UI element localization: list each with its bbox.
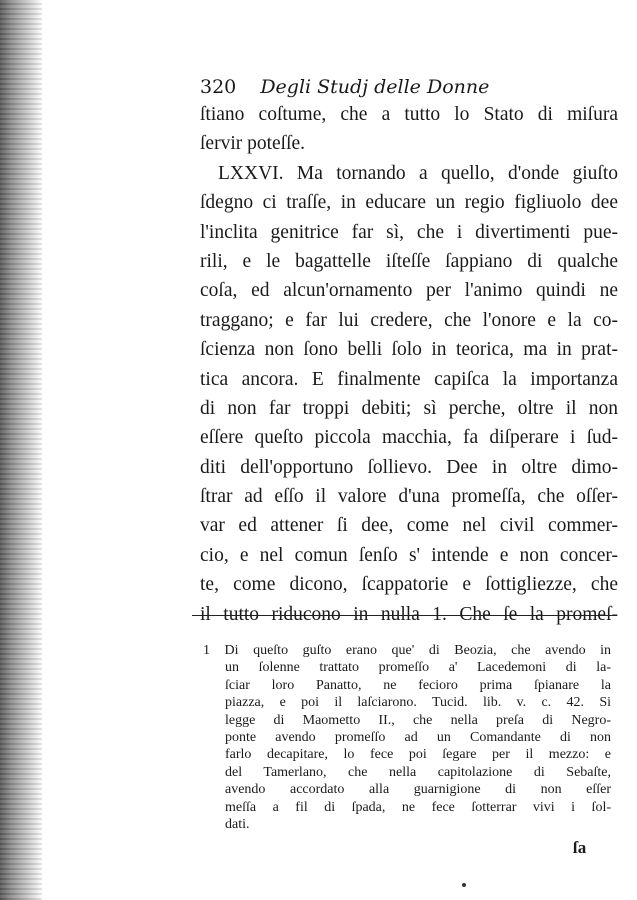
footnote-line: legge di Maometto II., che nella preſa di Negro- xyxy=(225,712,611,728)
footnote-line: ſciar loro Panatto, ne fecioro prima ſpianare la xyxy=(225,677,611,693)
paragraph-start-line: LXXVI. Ma tornando a quello, d'onde giuſto xyxy=(218,162,618,184)
text-line: di non far troppi debiti; sì perche, oltre il non xyxy=(200,397,618,419)
text-line: var ed attener ſi dee, come nel civil commer- xyxy=(200,515,618,537)
footnote-line: piazza, e poi il laſciarono. Tucid. lib. v. c. 42. Si xyxy=(225,695,611,711)
text-line: ſdegno ci traſſe, in educare un regio figliuolo dee xyxy=(200,192,618,214)
text-line: traggano; e far lui credere, che l'onore e la co- xyxy=(200,309,618,331)
text-line: ſtiano coſtume, che a tutto lo Stato di miſura xyxy=(200,104,618,125)
footnote-line: 1 Di queſto guſto erano que' di Beozia, che avendo in xyxy=(203,643,611,658)
text-line: tica ancora. E finalmente capiſca la importanza xyxy=(200,368,618,390)
running-title: Degli Studj delle Donne xyxy=(260,76,490,98)
main-text xyxy=(200,100,618,629)
footnote-line: farlo decapitare, lo fece poi ſegare per il mezzo: e xyxy=(225,747,611,763)
footnote-line: ponte avendo promeſſo ad un Comandante di non xyxy=(225,729,611,745)
footnote-line: dati. xyxy=(225,816,250,832)
text-line: te, come dicono, ſcappatorie e ſottigliezze, che xyxy=(200,574,618,596)
footnote-line: meſſa a fil di ſpada, ne fece ſotterrar vivi i ſol- xyxy=(225,799,611,815)
text-line: eſſere queſto piccola macchia, fa diſperare i ſud- xyxy=(200,427,618,449)
catchword: ſa xyxy=(573,838,587,857)
text-line: l'inclita genitrice far sì, che i divertimenti pue- xyxy=(200,221,618,243)
text-line: rili, e le bagattelle iſteſſe ſappiano di qualche xyxy=(200,250,618,272)
text-line: diti dell'opportuno ſollievo. Dee in oltre dimo- xyxy=(200,456,618,478)
ink-speck xyxy=(462,883,466,887)
footnote-line: del Tamerlano, che nella capitolazione di Sebaſte, xyxy=(225,764,611,780)
text-line: ſcienza non ſono belli ſolo in teorica, ma in prat- xyxy=(200,339,618,361)
book-binding-edge xyxy=(0,0,42,900)
footnotes xyxy=(203,642,611,833)
text-line: il tutto riducono in nulla 1. Che ſe la promeſ- xyxy=(200,603,618,625)
page-number: 320 xyxy=(200,76,237,98)
text-line: ſervir poteſſe. xyxy=(200,133,306,155)
text-line: ſtrar ad eſſo il valore d'una promeſſa, che oſſer- xyxy=(200,486,618,508)
footnote-line: avendo accordato alla guarnigione di non eſſer xyxy=(225,782,611,798)
footnote-line: un ſolenne trattato promeſſo a' Lacedemoni di la- xyxy=(225,660,611,676)
text-line: coſa, ed alcun'ornamento per l'animo quindi ne xyxy=(200,280,618,302)
footnote-divider xyxy=(192,615,616,616)
text-line: cio, e nel comun ſenſo s' intende e non concer- xyxy=(200,544,618,566)
